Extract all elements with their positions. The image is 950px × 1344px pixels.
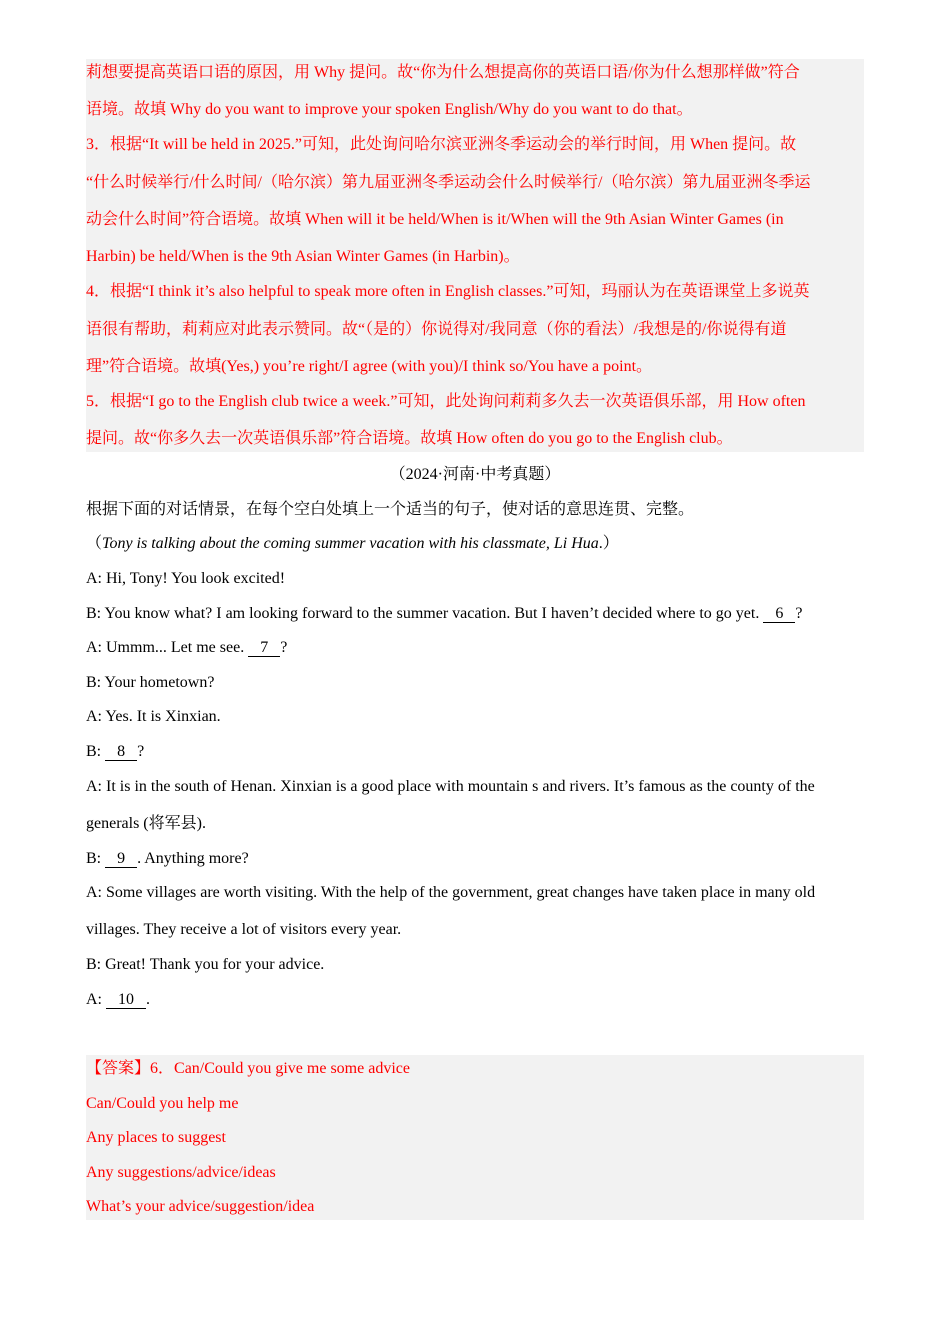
explanation-line: 5．根据“I go to the English club twice a week.”可知，此处询问莉莉多久去一次英语俱乐部，用 How often [86,393,806,410]
context-text: Tony is talking about the coming summer vacation with his classmate, Li Hua [102,535,599,552]
dialogue-line [86,604,864,624]
dialogue-line [86,849,864,869]
dialogue-line: generals (将军县). [86,815,206,832]
dialogue-text: ? [137,743,145,760]
context-close: .） [598,535,619,552]
explanation-line: 理”符合语境。故填(Yes,) you’re right/I agree (with you)/I think so/You have a point。 [86,358,653,375]
dialogue-text: B: You know what? I am looking forward to the summer vacation. But I haven’t decided where to go yet. [86,605,764,622]
answer-line: Any suggestions/advice/ideas [86,1164,276,1181]
dialogue-text: . Anything more? [137,850,249,867]
dialogue-text: ? [280,639,288,656]
explanation-line: 莉想要提高英语口语的原因，用 Why 提问。故“你为什么想提高你的英语口语/你为什么想那样做”符合 [86,64,800,81]
explanation-line: 4．根据“I think it’s also helpful to speak more often in English classes.”可知，玛丽认为在英语课堂上多说英 [86,283,810,300]
dialogue-line [86,990,864,1010]
explanation-line: 3．根据“It will be held in 2025.”可知，此处询问哈尔滨亚洲冬季运动会的举行时间，用 When 提问。故 [86,136,797,153]
answer-blank-10: 10 [106,991,146,1009]
dialogue-line: B: Your hometown? [86,674,215,691]
dialogue-line: A: Some villages are worth visiting. With the help of the government, great changes have taken place in many old [86,884,816,901]
explanation-line: 提问。故“你多久去一次英语俱乐部”符合语境。故填 How often do you go to the English club。 [86,430,733,447]
answer-line [86,1059,864,1079]
answer-label: 【答案】 [86,1060,151,1077]
explanation-line: “什么时候举行/什么时间/（哈尔滨）第九届亚洲冬季运动会什么时候举行/（哈尔滨）第九届亚洲冬季运 [86,174,811,191]
dialogue-line: A: Hi, Tony! You look excited! [86,570,286,587]
explanation-line: 语境。故填 Why do you want to improve your spoken English/Why do you want to do that。 [86,101,693,118]
answer-blank-9: 9 [105,850,137,868]
question-context [86,534,864,554]
dialogue-text: B: [86,850,106,867]
dialogue-text: A: Ummm... Let me see. [86,639,249,656]
dialogue-line [86,638,864,658]
dialogue-text: A: [86,991,106,1008]
dialogue-text: B: [86,743,106,760]
answer-blank-6: 6 [763,605,795,623]
dialogue-text: ? [795,605,803,622]
dialogue-line: A: It is in the south of Henan. Xinxian is a good place with mountain s and rivers. It’s famous as the county of the [86,778,815,795]
dialogue-line: B: Great! Thank you for your advice. [86,956,325,973]
answer-line: Any places to suggest [86,1129,226,1146]
explanation-line: 动会什么时间”符合语境。故填 When will it be held/When is it/When will the 9th Asian Winter Games (in [86,211,784,228]
dialogue-text: . [146,991,150,1008]
question-instruction: 根据下面的对话情景，在每个空白处填上一个适当的句子，使对话的意思连贯、完整。 [86,501,695,518]
answer-line: Can/Could you help me [86,1095,239,1112]
answer-line: What’s your advice/suggestion/idea [86,1198,315,1215]
context-open: （ [86,535,103,552]
question-source: （2024·河南·中考真题） [389,466,561,483]
dialogue-line: villages. They receive a lot of visitors every year. [86,921,402,938]
dialogue-line [86,742,864,762]
dialogue-line: A: Yes. It is Xinxian. [86,708,221,725]
answer-text: 6．Can/Could you give me some advice [150,1060,410,1077]
explanation-line: 语很有帮助，莉莉应对此表示赞同。故“（是的）你说得对/我同意（你的看法）/我想是的/你说得有道 [86,321,787,338]
answer-blank-8: 8 [105,743,137,761]
explanation-line: Harbin) be held/When is the 9th Asian Winter Games (in Harbin)。 [86,248,520,265]
answer-blank-7: 7 [248,639,280,657]
